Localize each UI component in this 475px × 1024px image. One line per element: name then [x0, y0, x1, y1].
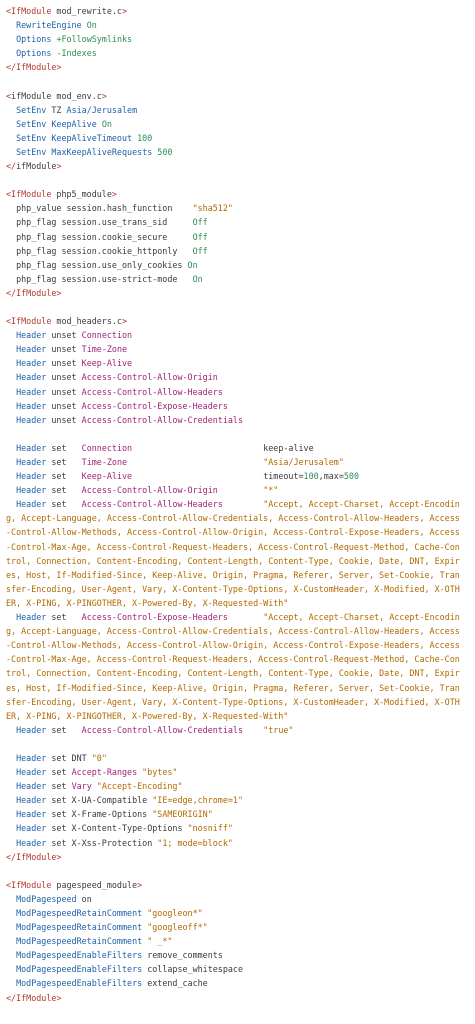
code-line — [0, 32, 475, 46]
code-token — [6, 767, 16, 777]
code-token — [6, 457, 16, 467]
code-token: Access-Control-Allow-Headers — [81, 499, 264, 510]
code-token — [6, 936, 16, 946]
code-token — [6, 964, 16, 974]
code-token — [6, 330, 16, 340]
code-line — [0, 370, 475, 384]
code-token: set X-UA-Compatible — [51, 795, 153, 806]
code-token: php5_module — [56, 189, 112, 200]
code-token: collapse_whitespace — [147, 964, 244, 975]
code-token: 100 — [137, 132, 153, 143]
code-line — [0, 483, 475, 497]
code-token: unset — [51, 358, 82, 369]
code-token: > — [121, 6, 128, 16]
code-token: SetEnv KeepAliveTimeout — [16, 132, 138, 143]
code-token — [6, 443, 16, 453]
code-token: > — [101, 90, 107, 101]
code-line — [0, 89, 475, 103]
code-token: </IfModule> — [6, 287, 62, 298]
code-token — [6, 105, 16, 115]
code-token: Header — [16, 471, 52, 482]
code-token — [6, 894, 16, 904]
code-token: Header — [16, 612, 52, 623]
code-line — [0, 793, 475, 807]
code-token: Options — [16, 34, 57, 45]
code-token: <IfModule — [6, 6, 57, 16]
code-line — [0, 469, 475, 483]
code-token — [6, 795, 16, 805]
code-line — [0, 244, 475, 258]
code-line — [0, 399, 475, 413]
code-token: "Accept-Encoding" — [96, 781, 183, 792]
code-token: mod_headers.c — [56, 316, 122, 327]
code-token: Access-Control-Allow-Origin — [81, 372, 218, 383]
code-token: php_flag session.use-strict-mode — [6, 273, 193, 284]
code-token: Accept-Ranges — [71, 767, 143, 778]
code-token: </IfModule> — [6, 62, 62, 73]
code-token: php_flag session.use_only_cookies — [6, 259, 188, 270]
code-token — [6, 753, 16, 763]
code-token — [6, 809, 16, 819]
code-token: ModPagespeedEnableFilters — [16, 950, 148, 961]
code-line — [0, 342, 475, 356]
code-token — [6, 485, 16, 495]
code-token: unset — [51, 386, 82, 397]
blank-line — [0, 300, 475, 314]
code-token — [6, 978, 16, 988]
code-token: -Indexes — [56, 48, 97, 59]
blank-line — [0, 173, 475, 187]
code-token: Access-Control-Allow-Origin — [81, 485, 264, 496]
code-token: > — [111, 189, 117, 200]
code-token: "true" — [263, 724, 294, 735]
code-line — [0, 807, 475, 821]
code-token: remove_comments — [147, 950, 223, 961]
code-line — [0, 60, 475, 74]
code-token: ModPagespeedEnableFilters — [16, 978, 148, 989]
code-line — [0, 215, 475, 229]
code-token: set X-Frame-Options — [51, 809, 153, 820]
code-line — [0, 610, 464, 723]
code-token: php_flag session.use_trans_sid — [6, 217, 193, 228]
code-token: Header — [16, 457, 52, 467]
code-token: On — [101, 118, 112, 129]
code-token: set — [51, 724, 82, 735]
code-token: ifModule — [16, 161, 57, 172]
code-token: mod_rewrite.c — [56, 6, 122, 16]
code-token: Header — [16, 400, 52, 411]
code-token: set — [51, 499, 82, 510]
code-line — [0, 836, 475, 850]
code-token: set — [51, 457, 82, 467]
code-token — [6, 147, 16, 157]
code-line — [0, 948, 475, 962]
code-token: Access-Control-Expose-Headers — [81, 400, 228, 411]
code-token: "Accept, Accept-Charset, Accept-Encoding, Accept-Language, Access-Control-Allow-Credentials, Access-Control-Allow-Headers, Access-Control-Allow-Methods, Access-Control-Allow-Origin, Access-Control-Expose-Headers, Access-Control-Max-Age, Access-Control-Request-Headers, Access-Control-Request-Method, Cache-Control, Connection, Content-Encoding, Content-Length, Content-Type, Cookie, Date, DNT, Expires, Host, If-Modified-Since, Keep-Alive, Origin, Pragma, Referer, Server, Set-Cookie, Transfer-Encoding, User-Agent, Vary, X-Content-Type-Options, X-CustomHeader, X-Modified, X-OTHER, X-PING, X-PINGOTHER, X-Powered-By, X-Requested-With" — [6, 499, 460, 608]
code-token: 500 — [157, 146, 173, 157]
code-token: set — [51, 442, 82, 453]
code-line — [0, 328, 475, 342]
code-token — [6, 838, 16, 848]
code-token: unset — [51, 344, 82, 355]
code-token: <IfModule — [6, 879, 57, 890]
code-line — [0, 286, 475, 300]
code-token: ModPagespeedRetainComment — [16, 908, 148, 918]
code-token: Header — [16, 823, 52, 834]
code-token — [6, 908, 16, 918]
code-token: Time-Zone — [81, 344, 128, 355]
code-token: Keep-Alive — [81, 358, 133, 369]
code-token: pagespeed_module — [56, 879, 138, 890]
code-line — [0, 258, 475, 272]
code-token — [6, 612, 16, 622]
code-line — [0, 723, 475, 737]
code-token — [6, 781, 16, 791]
code-token: set — [51, 471, 82, 482]
code-token: extend_cache — [147, 978, 208, 989]
code-token: "Asia/Jerusalem" — [263, 457, 344, 467]
code-token: php_flag session.cookie_httponly — [6, 245, 193, 256]
code-token: Asia/Jerusalem — [66, 104, 138, 115]
code-line — [0, 765, 475, 779]
code-line — [0, 934, 475, 948]
code-line — [0, 751, 475, 765]
code-token: unset — [51, 330, 82, 341]
code-token: "nosniff" — [187, 823, 233, 834]
code-line — [0, 145, 475, 159]
code-token: TZ — [51, 104, 67, 115]
code-token: < — [6, 90, 12, 101]
code-token: +FollowSymlinks — [56, 34, 133, 45]
code-token: set — [51, 612, 82, 623]
code-token — [6, 387, 16, 397]
code-token: "googleon*" — [147, 908, 203, 918]
code-line — [0, 821, 475, 835]
code-token — [6, 48, 16, 58]
code-token: 100 — [303, 471, 319, 482]
code-token: Keep-Alive — [81, 471, 264, 482]
code-token: Access-Control-Allow-Headers — [81, 386, 223, 397]
code-token: > — [137, 879, 143, 890]
code-line — [0, 413, 475, 427]
code-token: Header — [16, 414, 52, 425]
code-token: ModPagespeedEnableFilters — [16, 964, 148, 975]
code-token — [6, 471, 16, 481]
code-token — [6, 950, 16, 960]
code-token: keep-alive — [263, 442, 314, 453]
code-line — [0, 356, 475, 370]
code-token: "Accept, Accept-Charset, Accept-Encoding, Accept-Language, Access-Control-Allow-Credentials, Access-Control-Allow-Headers, Access-Control-Allow-Methods, Access-Control-Allow-Origin, Access-Control-Expose-Headers, Access-Control-Max-Age, Access-Control-Request-Headers, Access-Control-Request-Method, Cache-Control, Connection, Content-Encoding, Content-Length, Content-Type, Cookie, Date, DNT, Expires, Host, If-Modified-Since, Keep-Alive, Origin, Pragma, Referer, Server, Set-Cookie, Transfer-Encoding, User-Agent, Vary, X-Content-Type-Options, X-CustomHeader, X-Modified, X-OTHER, X-PING, X-PINGOTHER, X-Powered-By, X-Requested-With" — [6, 612, 460, 721]
code-token: Access-Control-Allow-Credentials — [81, 414, 244, 425]
code-line — [0, 187, 475, 201]
code-token: Connection — [81, 330, 133, 341]
code-token: Header — [16, 330, 52, 341]
blank-line — [0, 74, 475, 88]
code-token — [6, 922, 16, 932]
code-token: Header — [16, 795, 52, 806]
code-line — [0, 385, 475, 399]
code-token: Header — [16, 767, 52, 778]
code-token — [6, 725, 16, 735]
code-token: SetEnv MaxKeepAliveRequests — [16, 146, 158, 157]
code-token: </ — [6, 161, 17, 172]
code-token: "bytes" — [142, 767, 178, 778]
code-line — [0, 779, 475, 793]
code-token: On — [192, 273, 203, 284]
code-token: set DNT — [51, 752, 92, 763]
code-line — [0, 230, 475, 244]
code-token: "IE=edge,chrome=1" — [152, 795, 243, 806]
code-token: set X-Content-Type-Options — [51, 823, 188, 834]
code-line — [0, 159, 475, 173]
code-line — [0, 850, 475, 864]
code-token — [6, 358, 16, 368]
code-token: on — [81, 893, 92, 904]
code-token: </IfModule> — [6, 851, 62, 862]
code-token: "0" — [91, 752, 107, 763]
code-token: "googleoff*" — [147, 922, 208, 933]
code-token — [6, 344, 16, 354]
code-token: "1; mode=block" — [157, 837, 233, 848]
code-token: timeout= — [263, 471, 304, 482]
code-line — [0, 46, 475, 60]
code-line — [0, 962, 475, 976]
code-token: RewriteEngine — [16, 20, 87, 31]
code-token: Off — [192, 231, 208, 242]
code-token — [6, 372, 16, 382]
code-token: unset — [51, 400, 82, 411]
code-token: set — [51, 767, 72, 778]
code-line — [0, 103, 475, 117]
code-token: Header — [16, 442, 52, 453]
code-line — [0, 4, 475, 18]
code-token: SetEnv — [16, 104, 52, 115]
code-line — [0, 497, 464, 610]
code-token: unset — [51, 372, 82, 383]
code-token: php_flag session.cookie_secure — [6, 231, 193, 242]
code-line — [0, 131, 475, 145]
code-line — [0, 455, 475, 469]
code-token: <IfModule — [6, 316, 57, 327]
code-token: Time-Zone — [81, 457, 264, 467]
code-token: Connection — [81, 442, 264, 453]
code-token — [6, 415, 16, 425]
code-token: Header — [16, 837, 52, 848]
code-line — [0, 892, 475, 906]
code-token: set X-Xss-Protection — [51, 837, 158, 848]
code-token: Off — [192, 217, 208, 228]
code-token: ModPagespeedRetainComment — [16, 936, 148, 947]
code-token — [6, 401, 16, 411]
code-token: "sha512" — [192, 203, 233, 214]
code-token: set — [51, 485, 82, 496]
code-line — [0, 906, 475, 920]
code-token: > — [121, 316, 128, 327]
code-token: Header — [16, 781, 52, 792]
code-token: ifModule mod_env.c — [11, 90, 102, 101]
code-token: Access-Control-Allow-Credentials — [81, 724, 264, 735]
code-token: On — [86, 20, 97, 31]
code-line — [0, 441, 475, 455]
blank-line — [0, 737, 475, 751]
code-token: > — [56, 161, 62, 172]
code-token: Header — [16, 386, 52, 397]
code-token: </IfModule> — [6, 992, 62, 1003]
code-token: Vary — [71, 781, 97, 792]
code-token: "SAMEORIGIN" — [152, 809, 213, 820]
code-line — [0, 18, 475, 32]
code-token: Options — [16, 48, 57, 59]
code-token: 500 — [343, 471, 360, 482]
code-line — [0, 272, 475, 286]
code-line — [0, 976, 475, 990]
code-token: php_value session.hash_function — [6, 203, 193, 214]
code-token: Header — [16, 372, 52, 383]
code-token: set — [51, 781, 72, 792]
code-token: SetEnv KeepAlive — [16, 118, 102, 129]
code-token: ,max= — [318, 471, 344, 482]
code-line — [0, 920, 475, 934]
code-token — [6, 119, 16, 129]
code-token — [6, 34, 16, 44]
code-token: Header — [16, 809, 52, 820]
code-line — [0, 314, 475, 328]
code-token: Header — [16, 485, 52, 496]
code-token: unset — [51, 414, 82, 425]
code-token: "*" — [263, 485, 279, 496]
code-token: " _*" — [147, 936, 173, 947]
code-token: Header — [16, 358, 52, 369]
blank-line — [0, 864, 475, 878]
code-token: Access-Control-Expose-Headers — [81, 612, 264, 623]
code-token: ModPagespeedRetainComment — [16, 922, 148, 933]
code-token — [6, 133, 16, 143]
code-line — [0, 878, 475, 892]
code-token: On — [187, 259, 198, 270]
code-token: <IfModule — [6, 189, 57, 200]
code-line — [0, 991, 475, 1005]
code-token — [6, 499, 16, 509]
code-token: ModPagespeed — [16, 893, 82, 904]
code-token — [6, 823, 16, 833]
blank-line — [0, 427, 475, 441]
code-token — [6, 20, 16, 30]
code-token: Header — [16, 724, 52, 735]
code-line — [0, 201, 475, 215]
code-token: Off — [192, 245, 208, 256]
code-token: Header — [16, 752, 52, 763]
code-line — [0, 117, 475, 131]
code-token: Header — [16, 344, 52, 355]
code-token: Header — [16, 499, 52, 510]
